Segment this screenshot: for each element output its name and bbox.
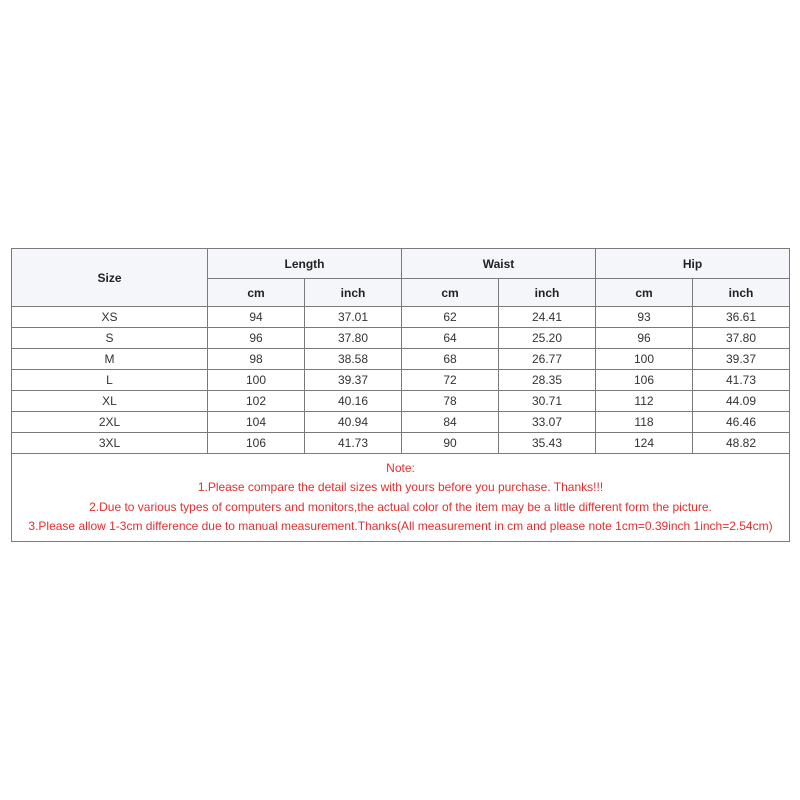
- measurement-cell: 41.73: [305, 433, 402, 454]
- measurement-cell: 41.73: [693, 370, 790, 391]
- size-label-cell: S: [12, 328, 208, 349]
- measurement-cell: 46.46: [693, 412, 790, 433]
- waist-header: Waist: [402, 249, 596, 279]
- table-row: [12, 391, 790, 412]
- table-row: [12, 370, 790, 391]
- measurement-cell: 118: [596, 412, 693, 433]
- size-label-cell: M: [12, 349, 208, 370]
- unit-header: inch: [305, 279, 402, 307]
- size-label-cell: XS: [12, 307, 208, 328]
- measurement-cell: 96: [208, 328, 305, 349]
- measurement-cell: 72: [402, 370, 499, 391]
- unit-header: inch: [499, 279, 596, 307]
- measurement-cell: 68: [402, 349, 499, 370]
- measurement-cell: 37.01: [305, 307, 402, 328]
- measurement-cell: 90: [402, 433, 499, 454]
- unit-header: cm: [208, 279, 305, 307]
- measurement-cell: 96: [596, 328, 693, 349]
- size-label-cell: XL: [12, 391, 208, 412]
- note-title: Note:: [386, 460, 415, 475]
- note-line-2: 2.Due to various types of computers and monitors,the actual color of the item may be a little different form the picture.: [89, 499, 712, 514]
- measurement-cell: 39.37: [693, 349, 790, 370]
- measurement-cell: 106: [596, 370, 693, 391]
- length-header: Length: [208, 249, 402, 279]
- measurement-cell: 24.41: [499, 307, 596, 328]
- measurement-cell: 84: [402, 412, 499, 433]
- size-label-cell: 2XL: [12, 412, 208, 433]
- measurement-cell: 98: [208, 349, 305, 370]
- size-label-cell: L: [12, 370, 208, 391]
- table-row: [12, 412, 790, 433]
- measurement-cell: 37.80: [693, 328, 790, 349]
- measurement-cell: 44.09: [693, 391, 790, 412]
- measurement-cell: 33.07: [499, 412, 596, 433]
- measurement-cell: 78: [402, 391, 499, 412]
- measurement-cell: 106: [208, 433, 305, 454]
- hip-header: Hip: [596, 249, 790, 279]
- measurement-cell: 25.20: [499, 328, 596, 349]
- group-header-row: [12, 249, 790, 279]
- measurement-cell: 39.37: [305, 370, 402, 391]
- measurement-cell: 94: [208, 307, 305, 328]
- measurement-cell: 37.80: [305, 328, 402, 349]
- size-label-cell: 3XL: [12, 433, 208, 454]
- size-rows: [12, 307, 790, 454]
- measurement-cell: 26.77: [499, 349, 596, 370]
- unit-header: inch: [693, 279, 790, 307]
- measurement-cell: 124: [596, 433, 693, 454]
- measurement-cell: 30.71: [499, 391, 596, 412]
- note-line-3: 3.Please allow 1-3cm difference due to manual measurement.Thanks(All measurement in cm and please note 1cm=0.39inch 1inch=2.54cm): [28, 519, 773, 533]
- note-line-1: 1.Please compare the detail sizes with yours before you purchase. Thanks!!!: [197, 480, 604, 494]
- measurement-cell: 62: [402, 307, 499, 328]
- notes-row: [12, 454, 790, 542]
- table-row: [12, 433, 790, 454]
- table-row: [12, 349, 790, 370]
- measurement-cell: 102: [208, 391, 305, 412]
- measurement-cell: 64: [402, 328, 499, 349]
- measurement-cell: 40.94: [305, 412, 402, 433]
- measurement-cell: 100: [208, 370, 305, 391]
- measurement-cell: 28.35: [499, 370, 596, 391]
- measurement-cell: 40.16: [305, 391, 402, 412]
- size-chart-table: [11, 248, 790, 542]
- notes-cell: [12, 454, 790, 542]
- measurement-cell: 36.61: [693, 307, 790, 328]
- measurement-cell: 38.58: [305, 349, 402, 370]
- measurement-cell: 93: [596, 307, 693, 328]
- measurement-cell: 112: [596, 391, 693, 412]
- size-header: Size: [12, 249, 208, 307]
- table-row: [12, 328, 790, 349]
- measurement-cell: 100: [596, 349, 693, 370]
- unit-header: cm: [596, 279, 693, 307]
- measurement-cell: 104: [208, 412, 305, 433]
- table-row: [12, 307, 790, 328]
- measurement-cell: 48.82: [693, 433, 790, 454]
- measurement-cell: 35.43: [499, 433, 596, 454]
- unit-header: cm: [402, 279, 499, 307]
